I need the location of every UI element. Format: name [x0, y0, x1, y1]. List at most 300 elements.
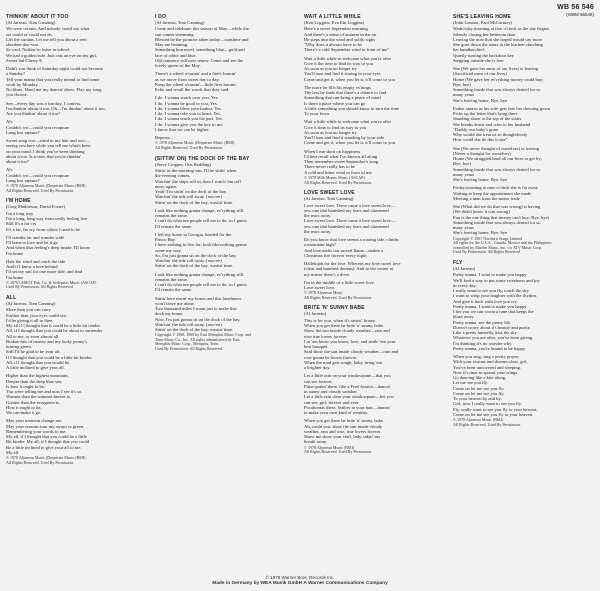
- lyric-line: I do. I wanna bless your harbor, Yes.: [155, 105, 223, 111]
- song-block: [304, 14, 445, 185]
- lyric-line: Still I'd be glad to be your all.: [6, 349, 61, 355]
- lyric-line: rose gonna be lovers forever.: [304, 354, 358, 360]
- song-lyrics: [6, 26, 147, 183]
- lyric-line: Something inside that was always denied for so: [453, 219, 541, 225]
- credit-line: Copyright © 1968, 1969 by East Memphis Music Corp. and: [155, 333, 252, 338]
- lyric-line: He steps into the wind and softly sighs: [304, 36, 376, 42]
- lyric-line: How it ought to be,: [6, 404, 42, 410]
- song-block: [155, 14, 296, 151]
- lyric-line: Now it's time to spread your wings.: [453, 369, 519, 375]
- song-writers: (Al Jarreau): [453, 266, 476, 272]
- song-writers: (Al Jarreau, Tom Canning): [155, 20, 205, 25]
- song-credits: [304, 446, 445, 455]
- credit-line: © 1978 Aljarreau Music: [304, 291, 343, 296]
- song-block: [453, 14, 594, 255]
- song-lyrics: [6, 307, 147, 455]
- lyric-line: Waiting to keep the appointment she made: [453, 190, 532, 196]
- song-title: (SITTIN' ON) THE DOCK OF THE BAY: [155, 155, 250, 162]
- lyric-line: Sittin' on the dock of the bay, wastin' time.: [155, 327, 234, 332]
- lyric-line: Look like nothing gonna change, ev'rything still: [155, 207, 244, 213]
- credit-line: Copyright © 1967 Northern Songs Limited: [453, 236, 523, 241]
- lyric-line: Fun is the one thing that money can't buy; Bye, bye): [453, 214, 550, 220]
- lyric-line: we could or could not do.: [6, 31, 53, 37]
- lyric-line: Standing alone at the top of the stairs: [453, 116, 522, 122]
- lyric-line: See—every day was a fun day, I confess,: [6, 100, 82, 106]
- lyric-line: Broken bits of money and my lucky penny's: [6, 338, 88, 344]
- song-credits: [453, 237, 594, 255]
- credit-line: All Rights Reserved. Used By Permission.: [304, 180, 373, 185]
- lyric-line: shoobee-doo-voo.: [6, 42, 40, 48]
- lyric-line: Come on let me see you fly.: [453, 385, 505, 391]
- lyric-line: Bit kinder. My all, if I thought that you could: [6, 439, 90, 445]
- lyric-line: Stepping outside she is free: [453, 57, 504, 63]
- lyric-line: my mirror there's a dove.: [304, 271, 351, 277]
- lyric-line: Meeting a man from the motor trade: [453, 195, 520, 201]
- lyric-line: When you get there be brite 'n' sunny, babe.: [304, 418, 385, 424]
- lyric-line: She goes down the stairs to the kitchen clutching: [453, 42, 543, 48]
- lyric-line: I do. I wanna be good to you, Yes.: [155, 100, 218, 106]
- lyric-line: Pitter-pattin' there, like a Fred Astaire—dancin': [304, 383, 391, 389]
- lyric-line: Long lost rapture?: [6, 177, 40, 183]
- lyric-line: I do. I wanna watch over you, Yes.: [155, 95, 219, 101]
- lyric-line: This is for you, when it's raisin', honey.: [304, 317, 377, 323]
- lyric-line: Come and get it, when you let it, it'll come to you: [304, 140, 396, 146]
- lyric-line: Deeper than the deep blue sea,: [6, 378, 63, 384]
- song-credits: [304, 291, 445, 300]
- lyric-line: May are beaming.: [155, 42, 189, 48]
- lyric-line: Are you thinkin' about it too?: [6, 111, 61, 117]
- lyric-line: Come on let me see you fly.: [453, 390, 505, 396]
- credit-line: All Rights Reserved. Used By Permission.: [6, 188, 75, 193]
- song-credits: [6, 456, 147, 465]
- credit-line: controlled by Maclen Music, Inc. c/o ATV Music Corp.: [453, 245, 542, 250]
- lyric-line: many years: [453, 92, 475, 98]
- lyric-line: I'll remain the same.: [155, 223, 193, 229]
- song-writers: (Al Jarreau, Tom Canning): [304, 196, 354, 202]
- lyric-line: many years: [453, 171, 475, 177]
- lyric-line: Let me see you fly.: [453, 380, 489, 386]
- lyric-line: Ah:: [6, 167, 13, 173]
- lyric-line: breath away.: [304, 439, 328, 445]
- lyric-line: More than you can carry: [6, 307, 52, 313]
- lyric-line: best bouquet.: [304, 344, 329, 350]
- lyric-line: When you sing, sing a pretty prayer.: [453, 354, 520, 360]
- lyric-line: Repeats...: [155, 135, 173, 141]
- lyric-line: weather, rain and rose, true lovers forever.: [304, 428, 382, 434]
- lyrics-column-1: [6, 14, 147, 569]
- lyric-line: How could she do this to me": [453, 137, 508, 143]
- catalog-sub-number: (WBM 56546): [566, 12, 594, 17]
- lyric-line: When you get there be brite 'n' sunny, babe.: [304, 323, 385, 329]
- lyric-line: Christmas fire forever every night.: [304, 252, 368, 258]
- lyric-line: Frisco Bay.: [155, 237, 176, 242]
- lyric-line: All, if I thought that you could be about to surrender: [6, 328, 103, 334]
- lyric-line: Leaving the note that she hoped would say more: [453, 36, 543, 42]
- lyric-line: Look like nothing gonna change, ev'rything still: [155, 271, 244, 277]
- lyric-line: Girl, now I really want to see you fly.: [453, 401, 522, 407]
- lyric-line: Sittin' here restin' my bones and this loneliness: [155, 295, 241, 301]
- credit-line: All Rights Reserved. Used By Permission.: [304, 450, 373, 455]
- lyric-line: I know that we can be higher.: [155, 126, 210, 132]
- lyric-line: Like a pretty butterfly, kiss the sky.: [453, 330, 518, 336]
- lyric-line: many years: [453, 225, 475, 231]
- lyric-line: So, I'm just gonna sit on the dock of the bay,: [155, 252, 237, 258]
- song-writers: (Al Jarreau, Tom Canning): [6, 300, 56, 306]
- lyric-line: I'll remain the same.: [155, 287, 193, 293]
- song-title: FLY: [453, 260, 463, 267]
- lyric-line: Quietly turning the backdoor key: [453, 52, 514, 58]
- lyric-line: My all.: [6, 449, 20, 455]
- song-block: [6, 14, 147, 193]
- song-block: [6, 295, 147, 465]
- credit-line: All Rights Reserved. Used By Permission.: [155, 146, 224, 150]
- lyric-line: And when that feeling's deep inside, I'll know: [6, 245, 91, 251]
- song-lyrics: [304, 318, 445, 445]
- lyric-line: Hale the wind and catch the tide: [6, 258, 66, 264]
- lyric-line: I want to wrap your laughter with the rhythm.: [453, 293, 538, 299]
- lyric-line: the evening comes,: [155, 173, 191, 179]
- lyric-line: Pretty mama, see the pretty lily: [453, 319, 511, 325]
- lyric-line: Pretty mama, I want to make you happy.: [453, 303, 528, 309]
- lyric-line: yes, one that banished my fears and chastened: [304, 207, 389, 213]
- song-title: SHE'S LEAVING HOME: [453, 14, 512, 20]
- lyric-line: We had a golden rule. Just cast an eye on my girl,: [6, 52, 98, 58]
- lyric-line: Come and get it, when you let it, it'll come to you: [304, 76, 396, 82]
- lyric-line: come my way.: [155, 247, 182, 253]
- song-lyrics: [304, 203, 445, 291]
- lyric-line: Silently closing her bedroom door: [453, 31, 516, 37]
- lyric-line: Come and celebrate this season of May—while the: [155, 26, 249, 32]
- lyric-line: If I thought that you could be a little bit kinder.: [6, 354, 93, 360]
- lyric-line: "Why does it always have to be: [304, 42, 363, 48]
- lyric-line: Love sweet love. There came a love sweet love—: [304, 202, 396, 208]
- lyric-line: Keep the wheel a-turnin'—little fires burnin',: [155, 81, 238, 87]
- footer-copyright: © 1978 Warner Bros. Records Inc.: [265, 575, 335, 580]
- lyric-line: A cold and bitter wind in front of me: [304, 169, 372, 175]
- lyric-line: Pretty mama, I want to make you happy.: [453, 272, 528, 278]
- lyric-line: a brighter day.: [304, 365, 331, 371]
- song-title: ALL: [6, 294, 17, 301]
- lyric-line: Blessed be the promise taken today—sunshine and: [155, 36, 249, 42]
- lyric-line: Give it time to find its way to you: [304, 124, 367, 130]
- lyric-line: Show the sun inside cloudy weather—rain and: [304, 328, 390, 334]
- lyric-line: I'll set my sail for one more tide, and find: [6, 269, 83, 275]
- lyric-line: Let a little rain clear your windowpane—bet you: [304, 394, 394, 400]
- song-writers: (Ken Loggins, Eva Ein Loggins): [304, 20, 365, 25]
- credit-line: Used By Permission. All Rights Reserved.: [453, 250, 521, 255]
- lyric-line: Ah:: [6, 119, 13, 125]
- lyric-line: I have nothing to live for, look like nothing gonna: [155, 242, 247, 248]
- lyric-line: Father snores as his wife gets into her dressing gown: [453, 105, 551, 111]
- lyric-line: To your favor: [304, 111, 330, 117]
- lyric-line: Wait a little while to welcome what you're after: [304, 55, 392, 61]
- lyric-line: She (What did we do that was wrong) is having: [453, 204, 541, 210]
- lyric-line: I really want to see you fly, touch the sky.: [453, 288, 530, 294]
- lyric-line: to make your own kind of weather.: [304, 410, 369, 416]
- lyric-line: As soon as you no longer try: [304, 129, 357, 135]
- lyric-line: We'll find a way to put some sweetness and joy: [453, 277, 540, 283]
- lyric-line: Love sweet love.: [304, 285, 336, 290]
- lyric-line: Warmer than the summer breeze is,: [6, 394, 71, 400]
- credit-line: © 1978 LEMOT Pub. Co. & Soiliquies Music (ASCAP): [6, 280, 97, 285]
- song-lyrics: [453, 26, 594, 235]
- lyric-line: yes, one that banished my fears and chastened: [304, 223, 389, 229]
- song-credits: [155, 333, 296, 351]
- lyric-line: You'll turn and find it staring in your eyes: [304, 71, 381, 77]
- lyric-line: the tears away.: [304, 228, 332, 234]
- song-block: [6, 198, 147, 290]
- song-writers: (Al Jarreau): [304, 311, 327, 317]
- lyric-line: No blues. Hand me my dancin' shoes. Play my song: [6, 87, 102, 93]
- lyric-line: I'll learn to love and let it go: [6, 240, 58, 245]
- lyrics-column-3: [304, 14, 445, 569]
- lyric-line: Higher than the highest mountain,: [6, 373, 69, 379]
- lyric-line: She's leaving home, Bye, bye: [453, 177, 508, 183]
- lyric-line: As soon as you no longer try: [304, 66, 357, 72]
- lyric-line: Still it's a far cry: [6, 221, 37, 227]
- lyric-line: A little inclined to give your all.: [6, 365, 65, 371]
- lyric-line: Old romance will now renew. Come and see the: [155, 57, 244, 63]
- lyric-line: Doesn't worry about it's beauty and purity.: [453, 324, 531, 330]
- lyric-line: All to me, or even almost all.: [6, 333, 60, 339]
- footer-manufacturer: Made in Germany by WEA Musik GmbH A Warner Communications Company: [212, 581, 388, 586]
- lyric-line: I can't do what ten people tell me to do, so I guess: [155, 218, 247, 224]
- lyric-line: I'm a long way: [6, 210, 34, 216]
- lyric-line: Sweet Sal Cherry E.: [6, 57, 44, 63]
- lyric-line: Wait a little while to welcome what you're after: [304, 119, 392, 125]
- lyric-line: She (We never thought of ourselves) is leaving: [453, 145, 539, 151]
- lyric-line: Pretty mama, you're bound to be happy.: [453, 345, 526, 351]
- lyric-line: seeing you here while you tell me what's been: [6, 143, 91, 149]
- lyric-line: Go dancing like a kite along,: [453, 375, 507, 381]
- credit-line: Memphis Music Corp., Memphis, Tenn.: [155, 342, 220, 347]
- song-lyrics: [453, 272, 594, 417]
- lyric-line: She's leaving home, Bye, bye: [453, 230, 508, 236]
- lyric-line: Something inside that was always denied for so: [453, 87, 541, 93]
- lyric-line: My all, if I thought that you could be a little: [6, 434, 87, 440]
- lyric-line: I can't do what ten people tell me to do, so I guess: [155, 282, 247, 287]
- lyric-line: Sittin' in the morning sun, I'll be sittin' when: [155, 168, 237, 173]
- lyric-line: Watchin' the tide roll away. (ooo-ee): [155, 258, 222, 263]
- lyric-line: Wedn'sday morning at five o'clock as the day begins: [453, 26, 550, 32]
- lyric-line: Bye, bye): [453, 161, 471, 167]
- lyric-line: Love sweet love. There came a love sweet love—: [304, 218, 396, 224]
- lyric-line: Echo and recall the words that they said.: [155, 87, 230, 93]
- lyric-line: Watchin' the tide roll away. (ooo-ee): [155, 194, 222, 200]
- lyric-line: So cool, Nothin' to leave in school.: [6, 47, 71, 53]
- credit-line: © 1978 Aljarreau Music (Desperate Music (BMI): [155, 141, 235, 146]
- lyric-line: Watchin' the ships roll in, then I watch 'em roll: [155, 178, 241, 184]
- lyric-line: I left my home in Georgia, headed for the: [155, 231, 232, 237]
- lyric-line: Whatever you are after, you've been giving.: [453, 335, 534, 341]
- lyric-line: Yeah! I'm sittin' on the dock of the bay.: [155, 189, 227, 194]
- lyric-line: Something inside that was always denied for so: [453, 166, 541, 172]
- lyric-line: blues away.: [453, 314, 475, 320]
- lyric-line: I'd best recall what I've known all along: [304, 153, 378, 159]
- lyric-line: Then remember sweet September's song: [304, 159, 379, 165]
- lyrics-columns: [6, 14, 594, 569]
- lyric-line: (Sacrificed most of our lives): [453, 71, 507, 77]
- lyric-line: Something borrowed, something blue—gold and: [155, 47, 245, 53]
- lyric-line: Said show the sun inside cloudy weather—rain and: [304, 349, 399, 355]
- lyric-line: about it too. Is it true, that you're thinkin': [6, 153, 82, 159]
- lyric-line: Is there a place where you can go: [304, 100, 366, 106]
- lyric-line: Greater than the evergreen is,: [6, 399, 61, 405]
- lyric-line: May your reasons turn my aways to green.: [6, 423, 85, 429]
- credit-line: All rights for the U.S.A., Canada, Mexico and the Philippines: [453, 241, 552, 246]
- lyric-line: Let a little rain on your windowpane—that you: [304, 373, 391, 379]
- lyric-line: Bye, bye): [453, 81, 471, 87]
- song-title: THINKIN' ABOUT IT TOO: [6, 14, 69, 20]
- lyric-line: in every day.: [453, 282, 477, 288]
- lyric-line: Be a little inclined to give your all to me.: [6, 444, 82, 450]
- lyric-line: dock my home.: [155, 311, 184, 317]
- lyric-line: Sittin' on the dock of the bay, wastin' time.: [155, 263, 234, 269]
- lyric-line: Picks up the letter that's lying there: [453, 111, 518, 117]
- song-lyrics: [6, 211, 147, 280]
- lyric-line: Why would she treat us so thoughtlessly: [453, 132, 528, 138]
- song-writers: (Steve Cropper, Otis Redding): [155, 161, 211, 167]
- lyric-line: as we move from sweet day to day.: [155, 76, 220, 82]
- lyric-line: away again.: [155, 183, 177, 189]
- lyric-line: And give it back with love you cry.: [453, 298, 518, 304]
- lyric-line: Show me show your stuff, lady, takin' my: [304, 434, 381, 440]
- lyric-line: Sweet song ooo—wind in my hair and ooo—: [6, 138, 90, 144]
- song-writers: (Greg Mathieson, David Foster): [6, 204, 65, 210]
- credit-line: All Rights Reserved. Used By Permission.: [6, 460, 75, 465]
- lyric-line: in sunny and cloudy weather.: [304, 389, 358, 395]
- lyric-line: Ah, could you, show the sun inside cloudy: [304, 423, 383, 429]
- lyric-line: I do. I wanna give you the key to me.: [155, 121, 224, 127]
- credit-line: © 1978 Aljarreau Music (Desperate Music (BMI): [6, 456, 86, 461]
- credit-line: © 1978 Aljarreau Music (BMI): [453, 418, 504, 423]
- lyric-line: won't leave me alone.: [155, 300, 195, 306]
- lyric-line: It's a far, far cry from where I used to be: [6, 226, 80, 232]
- lyric-line: Fly, really want to see you fly to your heaven,: [453, 406, 538, 412]
- lyric-line: When I run short on happiness: [304, 148, 361, 154]
- song-writers: (Al Jarreau, Tom Canning): [6, 20, 56, 25]
- song-block: [453, 260, 594, 427]
- lyric-line: I bet you we can croon a tune that keeps the: [453, 309, 534, 315]
- lyric-line: Give it the time to find its way to you: [304, 60, 374, 66]
- lyric-line: Two thousand miles I roam just to make this: [155, 306, 237, 311]
- lyric-line: You've been uncovered and sleeping.: [453, 364, 522, 370]
- song-block: [155, 156, 296, 352]
- credit-line: All Rights Reserved. Used By Permission.: [453, 422, 522, 427]
- catalog-number: WB 56 546: [557, 4, 594, 11]
- lyric-line: Sittin' on the dock of the bay, wastin' time.: [155, 199, 234, 205]
- lyric-line: Pocahontas there, feather in your hair—dancin': [304, 404, 391, 410]
- lyric-line: To your heaven by and by.: [453, 396, 502, 402]
- lyric-line: Watchin' the tide roll away. (ooo-ee): [155, 321, 222, 327]
- lyric-line: you choose.: [6, 92, 28, 98]
- lyric-line: You'll turn and find it standing by your side: [304, 135, 384, 141]
- lyric-line: can see, girl, forever and ever.: [304, 399, 360, 405]
- lyric-line: Is how it ought to be.: [6, 383, 46, 389]
- lyric-line: can see forever.: [304, 378, 333, 384]
- song-writers: (John Lennon, Paul McCartney): [453, 20, 513, 25]
- lyric-line: Long lost rapture?: [6, 129, 40, 135]
- lyric-line: Remembering your words to me.: [6, 428, 67, 434]
- lyric-line: turning green,: [6, 344, 32, 350]
- lyric-line: And love melts our sacred flame—makes a: [304, 247, 384, 253]
- lyric-line: We can make it go.: [6, 410, 42, 416]
- lyric-line: We were certain, And nobody could say what: [6, 26, 90, 32]
- song-lyrics: [155, 26, 296, 140]
- credit-line: © 1978 Aljarreau Music (Desperate Music (BMI): [6, 184, 86, 189]
- lyric-line: Friday morning at nine o'clock she is far away: [453, 185, 539, 191]
- song-title: BRITE 'N' SUNNY BABE: [304, 305, 365, 312]
- lyric-line: She (We gave her most of our lives) is leaving: [453, 66, 538, 72]
- lyric-line: I'm in the middle of a little sweet love.: [304, 279, 375, 285]
- lyric-line: There never really has to be: [304, 164, 356, 170]
- lyric-line: And if I knew a love behind: [6, 264, 58, 269]
- lyric-line: She breaks down and cries to her husband: [453, 121, 531, 127]
- song-credits: [304, 176, 445, 185]
- lyric-line: I'm home: [6, 274, 24, 280]
- song-title: WAIT A LITTLE WHILE: [304, 14, 361, 20]
- credit-line: Used By Permission. All Rights Reserved.: [6, 285, 74, 290]
- lyric-line: Home (We struggled hard all our lives to get by;: [453, 156, 542, 162]
- lyric-line: (We didn't know it was wrong): [453, 209, 510, 215]
- lyric-line: There's a wheel a-turnin' and a fine's burnin': [155, 71, 236, 77]
- lyric-line: My all if I thought that it could be a little bit tender.: [6, 323, 101, 329]
- lyric-line: And there's a sense of autumn in the air: [304, 31, 377, 37]
- lyric-line: her handkerchief: [453, 47, 484, 53]
- lyric-line: Here's a sweet September morning: [304, 26, 368, 32]
- song-block: [304, 305, 445, 454]
- lyric-line: a mountain high?: [304, 242, 336, 248]
- lyric-line: lovely queen of the May.: [155, 63, 201, 69]
- lyric-line: The less he finds that there's a chance to find: [304, 90, 387, 96]
- song-credits: [6, 184, 147, 193]
- lyric-line: "Daddy, our baby's gone: [453, 126, 499, 132]
- lyric-line: I'll wander far and wander wide: [6, 234, 65, 240]
- lyric-line: about it too?: [6, 159, 29, 165]
- lyrics-column-2: [155, 14, 296, 569]
- lyric-line: There's a cold September wind in front of me": [304, 47, 390, 53]
- lyric-line: Now, I'm just gonna sit on the dock of the bay,: [155, 316, 241, 322]
- song-lyrics: [155, 168, 296, 332]
- lyric-line: With your visions and dreams clear, girl,: [453, 359, 528, 365]
- lyric-line: remains the same.: [155, 213, 189, 218]
- song-block: [304, 190, 445, 300]
- lyric-line: Home (We gave her ev'rything money could buy;: [453, 76, 544, 82]
- credit-line: All Rights Reserved. Used By Permission.: [304, 295, 373, 300]
- lyric-line: She's leaving home, Bye, bye: [453, 97, 508, 103]
- lyric-line: I'm thinking it's no wonder why.: [453, 340, 513, 346]
- lyric-line: I'm a long, long way from really feeling free: [6, 216, 88, 221]
- lyric-line: on your mind. I think you've been thinking: [6, 148, 85, 154]
- song-credits: [6, 281, 147, 290]
- lyric-line: May your moment change me.: [6, 418, 63, 424]
- lyric-line: Come on let me see you fly to your heaven.: [453, 411, 534, 417]
- footer: [0, 575, 600, 587]
- lyric-line: Do you know that love seems a roaring tide, climbs: [304, 237, 399, 242]
- credit-line: © 1978 Aljarreau Music (BMI): [304, 445, 355, 450]
- lyric-line: the tears away.: [304, 213, 332, 218]
- lyrics-column-4: [453, 14, 594, 569]
- credit-line: Time Music Co., Inc. All rights administered by East: [155, 337, 240, 342]
- lyric-line: Lift the curtain, Let me tell you about a new: [6, 36, 88, 42]
- lyric-line: I'm home: [6, 250, 24, 256]
- lyric-line: Hallelujah for the love. Whereas my love sweet love: [304, 261, 401, 266]
- lyric-line: All, if I thought that you would be,: [6, 359, 71, 365]
- lyric-line: A little something you should know to turn the time: [304, 105, 400, 111]
- song-title: I'M HOME: [6, 198, 31, 205]
- lyric-line: work by Monday.: [6, 81, 39, 87]
- lyric-line: (Never a thought for ourselves): [453, 150, 511, 156]
